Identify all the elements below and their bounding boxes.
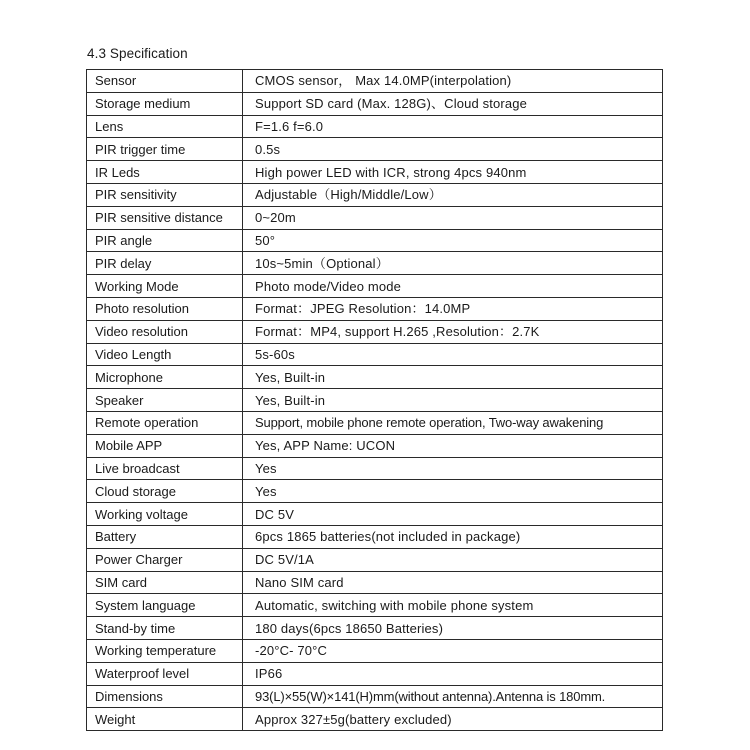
spec-value: Yes: [243, 457, 663, 480]
table-row: [87, 617, 663, 640]
spec-label: Working voltage: [87, 503, 243, 526]
specification-table: [86, 69, 663, 731]
spec-value: CMOS sensor， Max 14.0MP(interpolation): [243, 70, 663, 93]
spec-label: PIR sensitive distance: [87, 206, 243, 229]
spec-value: -20°C- 70°C: [243, 639, 663, 662]
table-row: [87, 685, 663, 708]
spec-label: PIR angle: [87, 229, 243, 252]
table-row: [87, 708, 663, 731]
table-row: [87, 662, 663, 685]
spec-value: 50°: [243, 229, 663, 252]
spec-value: F=1.6 f=6.0: [243, 115, 663, 138]
spec-label: PIR sensitivity: [87, 183, 243, 206]
spec-label: PIR trigger time: [87, 138, 243, 161]
spec-value: 6pcs 1865 batteries(not included in package): [243, 525, 663, 548]
spec-value: Yes: [243, 480, 663, 503]
spec-value: Support SD card (Max. 128G)、Cloud storage: [243, 92, 663, 115]
section-heading: 4.3 Specification: [87, 46, 188, 61]
table-row: [87, 548, 663, 571]
spec-label: Remote operation: [87, 411, 243, 434]
spec-label: Photo resolution: [87, 297, 243, 320]
table-row: [87, 434, 663, 457]
spec-value: Yes, Built-in: [243, 389, 663, 412]
spec-label: Live broadcast: [87, 457, 243, 480]
spec-label: Speaker: [87, 389, 243, 412]
spec-label: Video Length: [87, 343, 243, 366]
spec-value: 10s~5min（Optional）: [243, 252, 663, 275]
spec-value: 0.5s: [243, 138, 663, 161]
spec-label: SIM card: [87, 571, 243, 594]
table-row: [87, 457, 663, 480]
spec-value: Photo mode/Video mode: [243, 275, 663, 298]
table-row: [87, 92, 663, 115]
table-row: [87, 480, 663, 503]
spec-value: DC 5V: [243, 503, 663, 526]
spec-label: Working Mode: [87, 275, 243, 298]
table-row: [87, 275, 663, 298]
table-row: [87, 206, 663, 229]
spec-value: 93(L)×55(W)×141(H)mm(without antenna).Antenna is 180mm.: [243, 685, 663, 708]
spec-value: High power LED with ICR, strong 4pcs 940nm: [243, 161, 663, 184]
spec-label: Video resolution: [87, 320, 243, 343]
spec-label: Weight: [87, 708, 243, 731]
spec-label: Stand-by time: [87, 617, 243, 640]
table-row: [87, 229, 663, 252]
table-row: [87, 411, 663, 434]
spec-value: 180 days(6pcs 18650 Batteries): [243, 617, 663, 640]
spec-value: 5s-60s: [243, 343, 663, 366]
spec-value: Adjustable（High/Middle/Low）: [243, 183, 663, 206]
spec-value: Support, mobile phone remote operation, Two-way awakening: [243, 411, 663, 434]
table-row: [87, 70, 663, 93]
spec-label: IR Leds: [87, 161, 243, 184]
spec-label: Waterproof level: [87, 662, 243, 685]
table-row: [87, 389, 663, 412]
table-row: [87, 320, 663, 343]
spec-label: Cloud storage: [87, 480, 243, 503]
spec-label: Dimensions: [87, 685, 243, 708]
spec-label: Power Charger: [87, 548, 243, 571]
table-row: [87, 571, 663, 594]
spec-label: Battery: [87, 525, 243, 548]
table-row: [87, 503, 663, 526]
spec-label: Microphone: [87, 366, 243, 389]
table-row: [87, 138, 663, 161]
table-row: [87, 366, 663, 389]
spec-value: Yes, Built-in: [243, 366, 663, 389]
table-row: [87, 525, 663, 548]
spec-value: Yes, APP Name: UCON: [243, 434, 663, 457]
spec-value: Format：MP4, support H.265 ,Resolution：2.7K: [243, 320, 663, 343]
table-row: [87, 343, 663, 366]
spec-value: Nano SIM card: [243, 571, 663, 594]
spec-label: Working temperature: [87, 639, 243, 662]
spec-label: System language: [87, 594, 243, 617]
spec-value: DC 5V/1A: [243, 548, 663, 571]
table-row: [87, 639, 663, 662]
spec-label: Storage medium: [87, 92, 243, 115]
table-row: [87, 252, 663, 275]
spec-label: Sensor: [87, 70, 243, 93]
table-row: [87, 183, 663, 206]
table-row: [87, 297, 663, 320]
table-row: [87, 594, 663, 617]
spec-value: IP66: [243, 662, 663, 685]
table-row: [87, 161, 663, 184]
spec-label: Mobile APP: [87, 434, 243, 457]
spec-label: Lens: [87, 115, 243, 138]
spec-value: 0~20m: [243, 206, 663, 229]
table-row: [87, 115, 663, 138]
spec-value: Approx 327±5g(battery excluded): [243, 708, 663, 731]
spec-label: PIR delay: [87, 252, 243, 275]
spec-value: Automatic, switching with mobile phone system: [243, 594, 663, 617]
spec-value: Format：JPEG Resolution：14.0MP: [243, 297, 663, 320]
